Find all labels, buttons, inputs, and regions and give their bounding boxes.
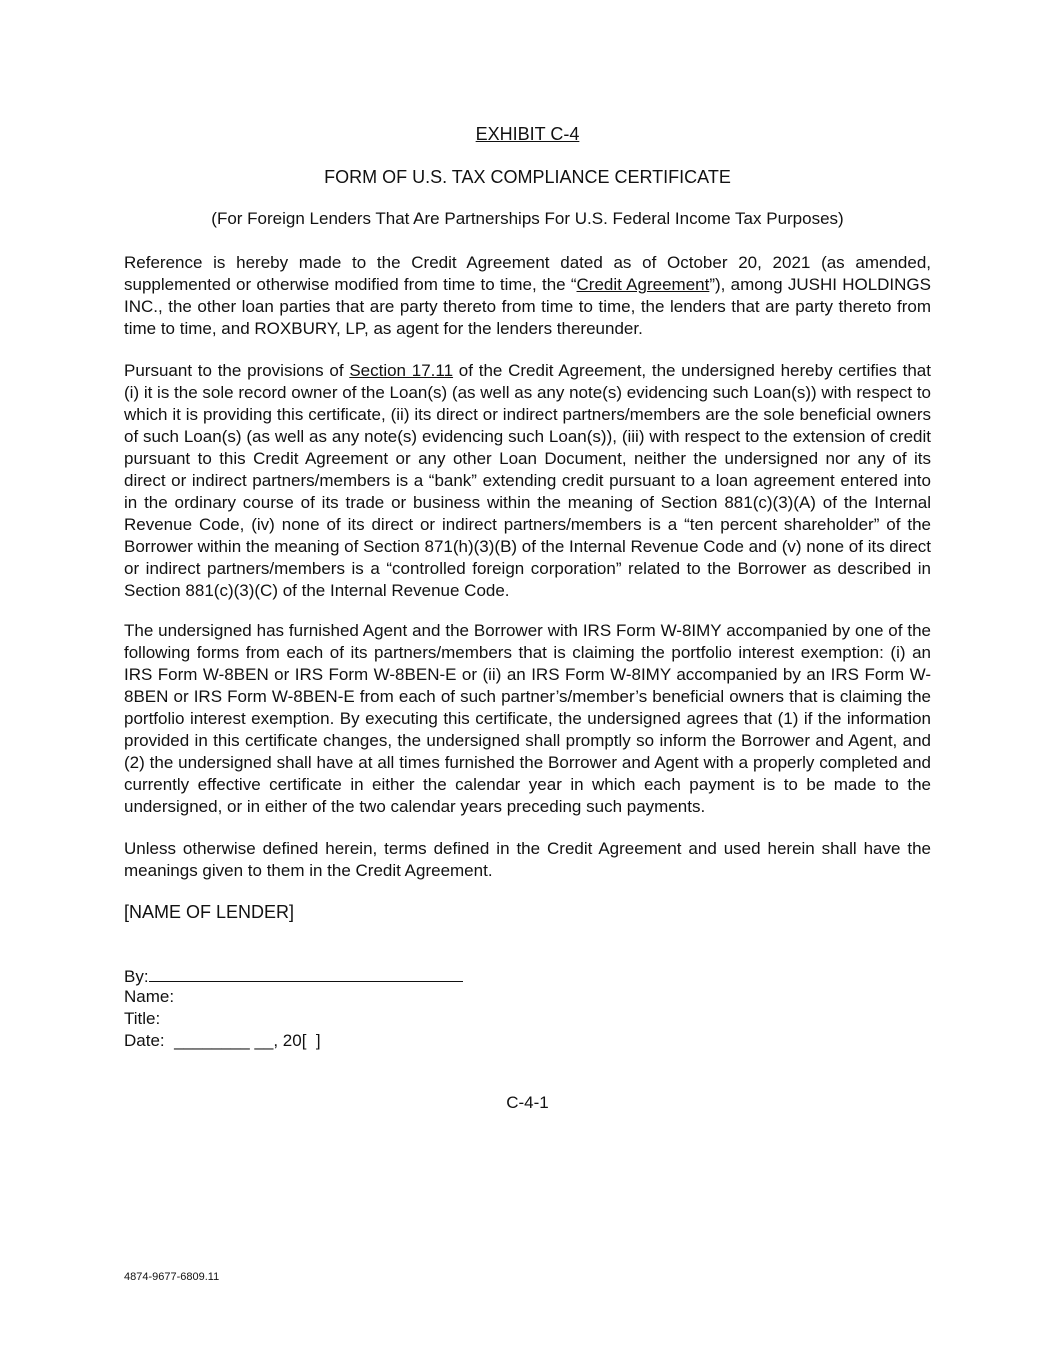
paragraph-text: ”), among JUSHI HOLDINGS INC., the other loan parties that are party thereto from time to time, the lenders that are party thereto from time to time, and ROXBURY, LP, as agent for the lenders thereunder. (124, 275, 931, 338)
paragraph-irs-forms: The undersigned has furnished Agent and the Borrower with IRS Form W-8IMY accompanied by one of the following forms from each of its partners/members that is claiming the portfolio interest exemption: (i) an IRS Form W-8BEN or IRS Form W-8BEN-E or (ii) an IRS Form W-8IMY accompanied by an IRS Form W-8BEN or IRS Form W-8BEN-E from each of such partner’s/member’s beneficial owners that is claiming the portfolio interest exemption. By executing this certificate, the undersigned agrees that (1) if the information provided in this certificate changes, the undersigned shall promptly so inform the Borrower and Agent, and (2) the undersigned shall have at all times furnished the Borrower and Agent with a properly completed and currently effective certificate in either the calendar year in which each payment is to be made to the undersigned, or in either of the two calendar years preceding such payments. (124, 621, 931, 816)
form-subtitle: (For Foreign Lenders That Are Partnerships For U.S. Federal Income Tax Purposes) (211, 209, 844, 228)
section-reference: Section 17.11 (349, 361, 454, 380)
paragraph-text: Pursuant to the provisions of (124, 361, 350, 380)
page-number: C-4-1 (506, 1093, 549, 1112)
paragraph-reference (124, 252, 931, 340)
signature-name-label: Name: (124, 987, 175, 1006)
defined-term-credit-agreement: Credit Agreement (576, 275, 710, 294)
form-title: FORM OF U.S. TAX COMPLIANCE CERTIFICATE (324, 167, 731, 187)
exhibit-label: EXHIBIT C-4 (475, 124, 580, 144)
lender-name-placeholder: [NAME OF LENDER] (124, 902, 295, 922)
document-id: 4874-9677-6809.11 (124, 1271, 220, 1283)
by-label: By: (124, 967, 149, 986)
paragraph-text: Reference is hereby made to the Credit Agreement dated as of October 20, 2021 (as amended, supplemented or otherwise modified from time to time, the “ (124, 253, 931, 294)
paragraph-text: of the Credit Agreement, the undersigned hereby certifies that (i) it is the sole record owner of the Loan(s) (as well as any note(s) evidencing such Loan(s)) with respect to which it is providing this certificate, (ii) its direct or indirect partners/members are the sole beneficial owners of such Loan(s) (as well as any note(s) evidencing such Loan(s)), (iii) with respect to the extension of credit pursuant to this Credit Agreement or any other Loan Document, neither the undersigned nor any of its direct or indirect partners/members is a “bank” extending credit pursuant to a loan agreement entered into in the ordinary course of its trade or business within the meaning of Section 881(c)(3)(A) of the Internal Revenue Code, (iv) none of its direct or indirect partners/members is a “ten percent shareholder” of the Borrower within the meaning of Section 871(h)(3)(B) of the Internal Revenue Code and (v) none of its direct or indirect partners/members is a “controlled foreign corporation” related to the Borrower as described in Section 881(c)(3)(C) of the Internal Revenue Code. (124, 361, 931, 600)
paragraph-certification (124, 360, 931, 602)
signature-title-label: Title: (124, 1009, 161, 1028)
signature-by-line (124, 964, 463, 988)
exhibit-heading (0, 124, 1055, 145)
paragraph-definitions: Unless otherwise defined herein, terms defined in the Credit Agreement and used herein shall have the meanings given to them in the Credit Agreement. (124, 839, 931, 880)
signature-line (149, 964, 463, 982)
signature-date-label: Date: ________ __, 20[ ] (124, 1031, 321, 1050)
